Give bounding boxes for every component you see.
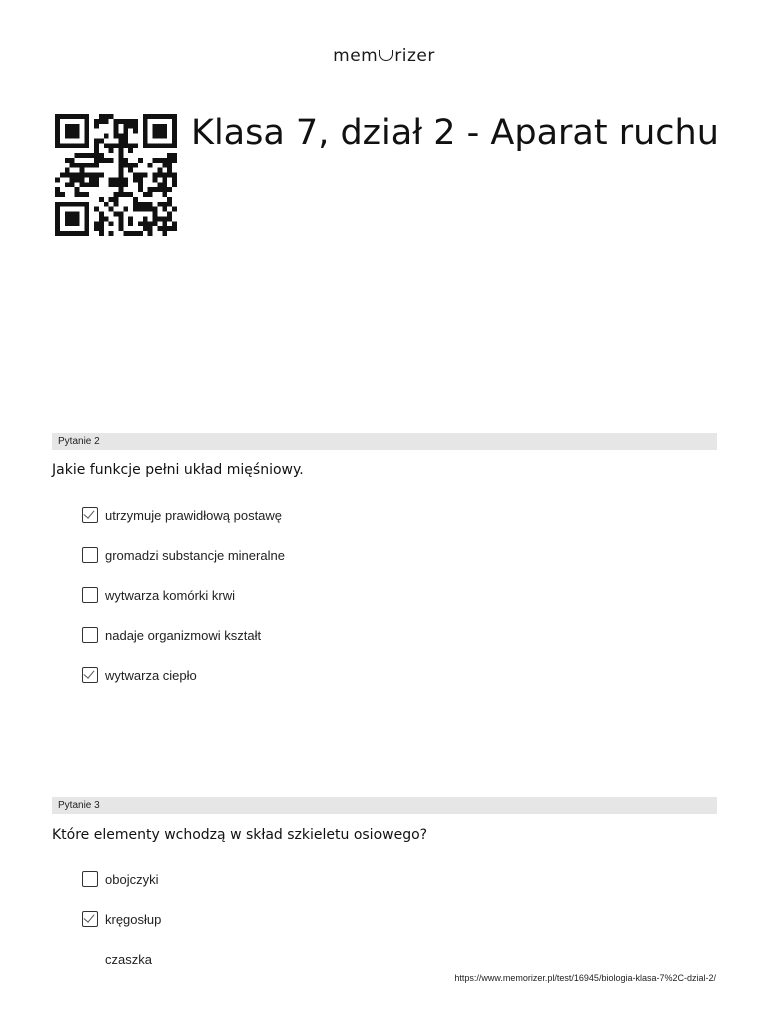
answer-option[interactable]	[82, 545, 285, 565]
answer-option[interactable]	[82, 869, 158, 889]
checkbox-checked-icon[interactable]	[82, 911, 98, 927]
answer-option[interactable]	[82, 585, 235, 605]
answer-option[interactable]	[82, 505, 282, 525]
footer-url: https://www.memorizer.pl/test/16945/biologia-klasa-7%2C-dzial-2/	[454, 973, 716, 983]
page-title: Klasa 7, dział 2 - Aparat ruchu	[191, 113, 719, 153]
answer-label: gromadzi substancje mineralne	[105, 547, 285, 563]
memorizer-logo	[0, 46, 768, 66]
answer-label: utrzymuje prawidłową postawę	[105, 507, 283, 523]
answer-option[interactable]	[82, 909, 161, 929]
logo-text-right: rizer	[394, 46, 435, 66]
answer-label: wytwarza komórki krwi	[105, 587, 236, 603]
question-header: Pytanie 3	[52, 797, 717, 814]
answer-label: obojczyki	[105, 871, 159, 887]
checkbox-checked-icon[interactable]	[82, 507, 98, 523]
checkbox-icon[interactable]	[82, 627, 98, 643]
logo-smile-icon	[379, 50, 393, 61]
answer-option[interactable]	[82, 625, 261, 645]
qr-code	[52, 114, 180, 236]
checkbox-icon[interactable]	[82, 587, 98, 603]
checkbox-icon[interactable]	[82, 871, 98, 887]
question-text: Które elementy wchodzą w skład szkieletu osiowego?	[52, 827, 428, 843]
answer-label: kręgosłup	[105, 911, 162, 927]
checkbox-icon[interactable]	[82, 547, 98, 563]
answer-label: wytwarza ciepło	[105, 667, 197, 683]
logo-text-left: mem	[333, 46, 379, 66]
checkbox-checked-icon[interactable]	[82, 667, 98, 683]
question-header: Pytanie 2	[52, 433, 717, 450]
answer-label: czaszka	[105, 951, 152, 967]
question-text: Jakie funkcje pełni układ mięśniowy.	[52, 462, 304, 478]
answer-label: nadaje organizmowi kształt	[105, 627, 262, 643]
answer-option[interactable]	[82, 665, 197, 685]
answer-option[interactable]	[82, 949, 152, 969]
